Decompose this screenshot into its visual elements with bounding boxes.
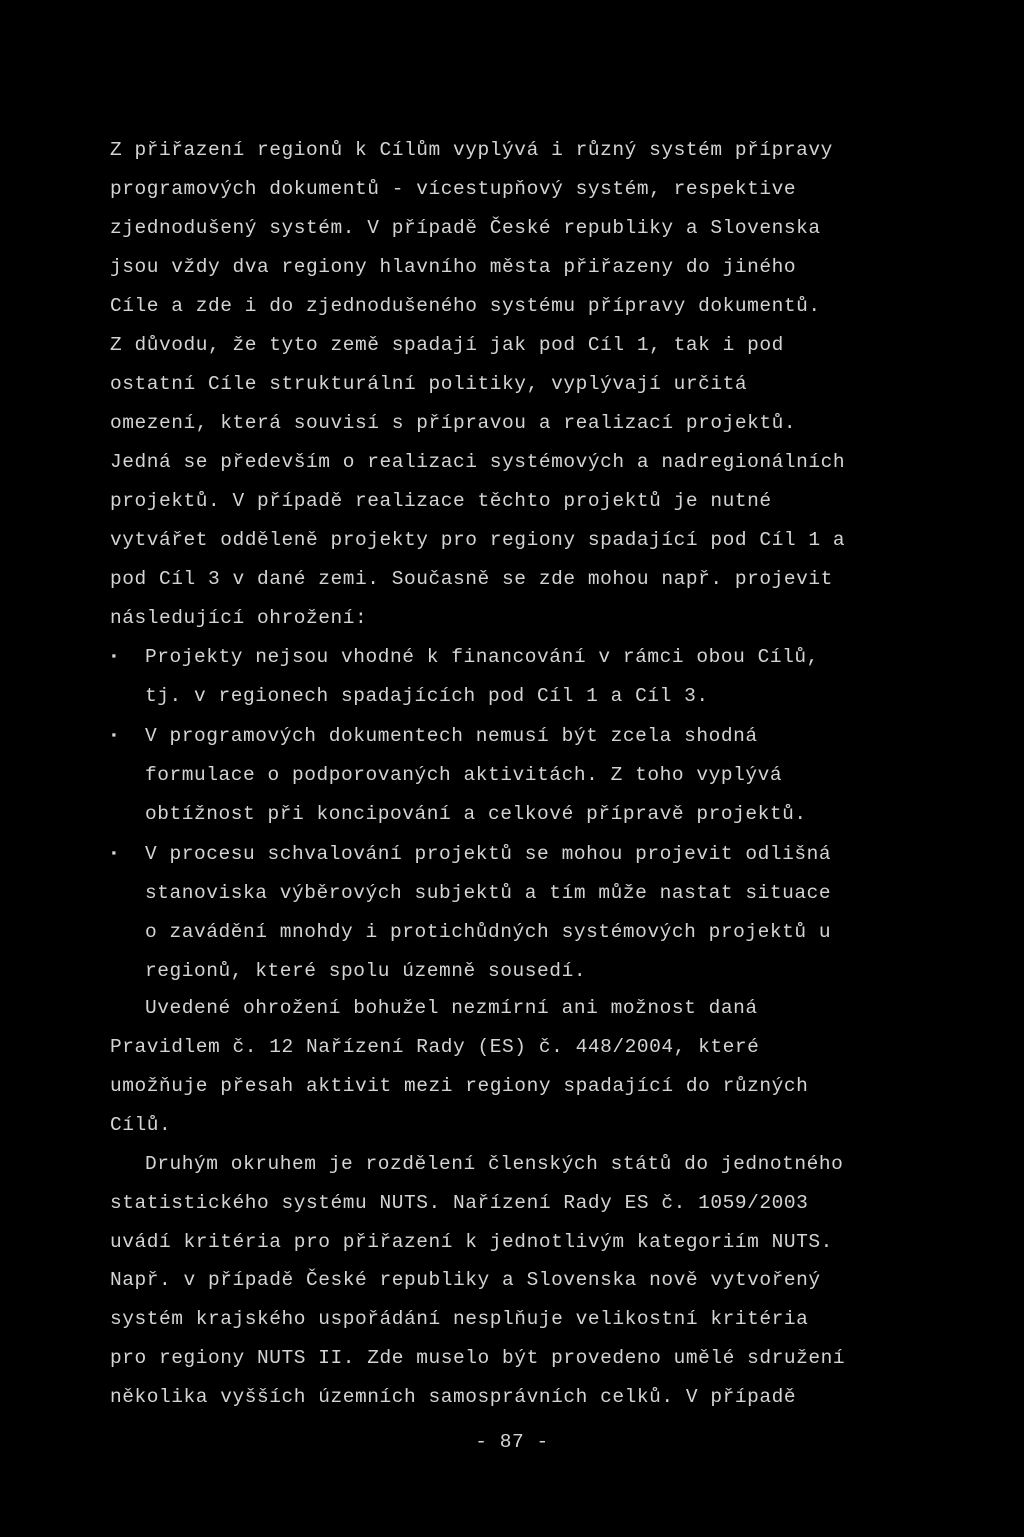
text-line: omezení, která souvisí s přípravou a realizací projektů. bbox=[110, 412, 797, 434]
text-line: umožňuje přesah aktivit mezi regiony spadající do různých bbox=[110, 1075, 809, 1097]
page-number: - 87 - bbox=[475, 1431, 549, 1453]
bullet-marker: ▪ bbox=[110, 649, 119, 664]
bullet-text-line: regionů, které spolu územně sousedí. bbox=[145, 960, 587, 982]
text-line: programových dokumentů - vícestupňový systém, respektive bbox=[110, 178, 797, 200]
text-line: Uvedené ohrožení bohužel nezmírní ani možnost daná bbox=[145, 997, 758, 1019]
bullet-text-line: V programových dokumentech nemusí být zcela shodná bbox=[145, 725, 758, 747]
text-line: Z přiřazení regionů k Cílům vyplývá i různý systém přípravy bbox=[110, 139, 833, 161]
bullet-marker: ▪ bbox=[110, 846, 119, 861]
text-line: vytvářet odděleně projekty pro regiony spadající pod Cíl 1 a bbox=[110, 529, 846, 551]
bullet-text-line: Projekty nejsou vhodné k financování v rámci obou Cílů, bbox=[145, 646, 819, 668]
text-line: pod Cíl 3 v dané zemi. Současně se zde mohou např. projevit bbox=[110, 568, 833, 590]
bullet-text-line: o zavádění mnohdy i protichůdných systémových projektů u bbox=[145, 921, 832, 943]
text-line: jsou vždy dva regiony hlavního města přiřazeny do jiného bbox=[110, 256, 797, 278]
bullet-text-line: stanoviska výběrových subjektů a tím může nastat situace bbox=[145, 882, 832, 904]
text-line: Jedná se především o realizaci systémových a nadregionálních bbox=[110, 451, 846, 473]
text-line: Např. v případě České republiky a Slovenska nově vytvořený bbox=[110, 1269, 821, 1291]
text-line: Z důvodu, že tyto země spadají jak pod Cíl 1, tak i pod bbox=[110, 334, 784, 356]
text-line: následující ohrožení: bbox=[110, 607, 368, 629]
text-line: Cílů. bbox=[110, 1114, 172, 1136]
text-line: uvádí kritéria pro přiřazení k jednotlivým kategoriím NUTS. bbox=[110, 1231, 833, 1253]
bullet-text-line: tj. v regionech spadajících pod Cíl 1 a Cíl 3. bbox=[145, 685, 709, 707]
text-line: Pravidlem č. 12 Nařízení Rady (ES) č. 448/2004, které bbox=[110, 1036, 760, 1058]
text-line: statistického systému NUTS. Nařízení Rady ES č. 1059/2003 bbox=[110, 1192, 809, 1214]
text-line: pro regiony NUTS II. Zde muselo být provedeno umělé sdružení bbox=[110, 1347, 846, 1369]
text-line: ostatní Cíle strukturální politiky, vyplývají určitá bbox=[110, 373, 748, 395]
text-line: Cíle a zde i do zjednodušeného systému přípravy dokumentů. bbox=[110, 295, 821, 317]
text-line: zjednodušený systém. V případě České republiky a Slovenska bbox=[110, 217, 821, 239]
bullet-text-line: formulace o podporovaných aktivitách. Z toho vyplývá bbox=[145, 764, 783, 786]
bullet-text-line: obtížnost při koncipování a celkové přípravě projektů. bbox=[145, 803, 807, 825]
text-line: systém krajského uspořádání nesplňuje velikostní kritéria bbox=[110, 1308, 809, 1330]
bullet-marker: ▪ bbox=[110, 728, 119, 743]
text-line: projektů. V případě realizace těchto projektů je nutné bbox=[110, 490, 772, 512]
bullet-text-line: V procesu schvalování projektů se mohou projevit odlišná bbox=[145, 843, 832, 865]
text-line: Druhým okruhem je rozdělení členských států do jednotného bbox=[145, 1153, 844, 1175]
text-line: několika vyšších územních samosprávních celků. V případě bbox=[110, 1386, 797, 1408]
